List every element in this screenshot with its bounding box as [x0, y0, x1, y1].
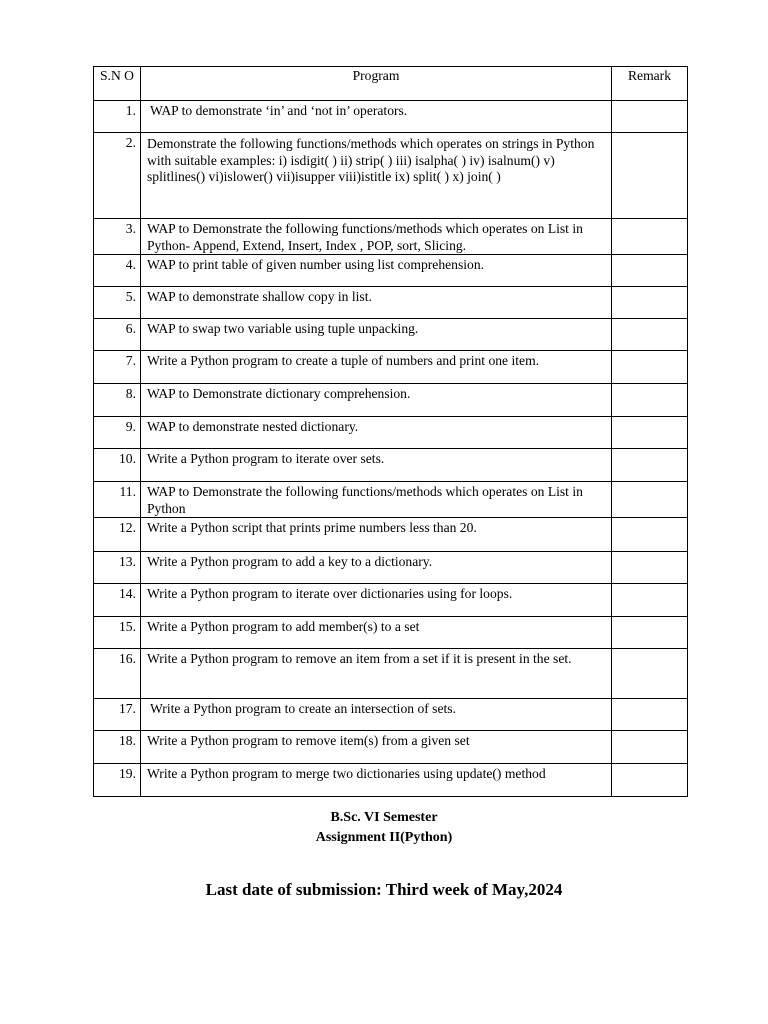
row-remark [612, 417, 688, 449]
row-remark [612, 287, 688, 319]
row-program: Write a Python program to iterate over sets. [141, 449, 612, 482]
row-remark [612, 482, 688, 518]
row-remark [612, 584, 688, 617]
row-program: WAP to demonstrate shallow copy in list. [141, 287, 612, 319]
row-remark [612, 617, 688, 649]
row-sno: 1. [94, 101, 141, 133]
table-row [94, 764, 688, 797]
table-row [94, 101, 688, 133]
row-sno: 13. [94, 552, 141, 584]
row-program: WAP to Demonstrate the following functions/methods which operates on List in Python [141, 482, 612, 518]
row-program: Write a Python program to iterate over dictionaries using for loops. [141, 584, 612, 617]
row-remark [612, 101, 688, 133]
row-sno: 7. [94, 351, 141, 384]
row-program: Write a Python program to remove item(s) from a given set [141, 731, 612, 764]
header-program: Program [141, 67, 612, 101]
table-row [94, 731, 688, 764]
header-sno: S.N O [94, 67, 141, 101]
row-remark [612, 449, 688, 482]
header-remark: Remark [612, 67, 688, 101]
semester-label: B.Sc. VI Semester [330, 810, 438, 825]
assignment-table [93, 66, 688, 797]
row-sno: 2. [94, 133, 141, 219]
row-remark [612, 699, 688, 731]
row-program: WAP to print table of given number using list comprehension. [141, 255, 612, 287]
table-row [94, 518, 688, 552]
row-sno: 15. [94, 617, 141, 649]
row-remark [612, 219, 688, 255]
table-row [94, 351, 688, 384]
table-row [94, 482, 688, 518]
row-sno: 3. [94, 219, 141, 255]
row-remark [612, 552, 688, 584]
table-row [94, 255, 688, 287]
row-program: Write a Python script that prints prime numbers less than 20. [141, 518, 612, 552]
row-program: Write a Python program to remove an item from a set if it is present in the set. [141, 649, 612, 699]
row-sno: 9. [94, 417, 141, 449]
table-row [94, 417, 688, 449]
row-remark [612, 518, 688, 552]
row-sno: 4. [94, 255, 141, 287]
row-program: Write a Python program to create a tuple of numbers and print one item. [141, 351, 612, 384]
row-remark [612, 731, 688, 764]
row-remark [612, 649, 688, 699]
assignment-title: Assignment II(Python) [315, 830, 453, 845]
table-row [94, 319, 688, 351]
row-sno: 11. [94, 482, 141, 518]
table-row [94, 219, 688, 255]
row-sno: 12. [94, 518, 141, 552]
row-program: Write a Python program to add a key to a dictionary. [141, 552, 612, 584]
row-sno: 6. [94, 319, 141, 351]
row-remark [612, 384, 688, 417]
row-remark [612, 133, 688, 219]
row-remark [612, 351, 688, 384]
table-row [94, 287, 688, 319]
row-sno: 19. [94, 764, 141, 797]
row-sno: 14. [94, 584, 141, 617]
table-row [94, 552, 688, 584]
row-program: WAP to swap two variable using tuple unpacking. [141, 319, 612, 351]
row-remark [612, 764, 688, 797]
table-row [94, 133, 688, 219]
table-row [94, 449, 688, 482]
table-row [94, 699, 688, 731]
row-program: WAP to Demonstrate the following functions/methods which operates on List in Python- Append, Extend, Insert, Index , POP, sort, Slicing. [141, 219, 612, 255]
row-program: Write a Python program to add member(s) to a set [141, 617, 612, 649]
row-sno: 8. [94, 384, 141, 417]
table-row [94, 584, 688, 617]
row-sno: 5. [94, 287, 141, 319]
table-row [94, 649, 688, 699]
row-sno: 17. [94, 699, 141, 731]
last-date-notice: Last date of submission: Third week of May,2024 [205, 880, 563, 899]
row-program: Write a Python program to merge two dictionaries using update() method [141, 764, 612, 797]
table-row [94, 384, 688, 417]
row-program: WAP to demonstrate nested dictionary. [141, 417, 612, 449]
row-sno: 18. [94, 731, 141, 764]
table-row [94, 617, 688, 649]
row-sno: 16. [94, 649, 141, 699]
row-program: Write a Python program to create an intersection of sets. [141, 699, 612, 731]
row-remark [612, 255, 688, 287]
row-sno: 10. [94, 449, 141, 482]
row-remark [612, 319, 688, 351]
row-program: Demonstrate the following functions/methods which operates on strings in Python with suitable examples: i) isdigit( ) ii) strip( ) iii) isalpha( ) iv) isalnum() v) splitlines() vi)islower() vii)isupper viii)istitle ix) split( ) x) join( ) [141, 133, 612, 219]
row-program: WAP to Demonstrate dictionary comprehension. [141, 384, 612, 417]
row-program: WAP to demonstrate ‘in’ and ‘not in’ operators. [141, 101, 612, 133]
table-header-row [94, 67, 688, 101]
